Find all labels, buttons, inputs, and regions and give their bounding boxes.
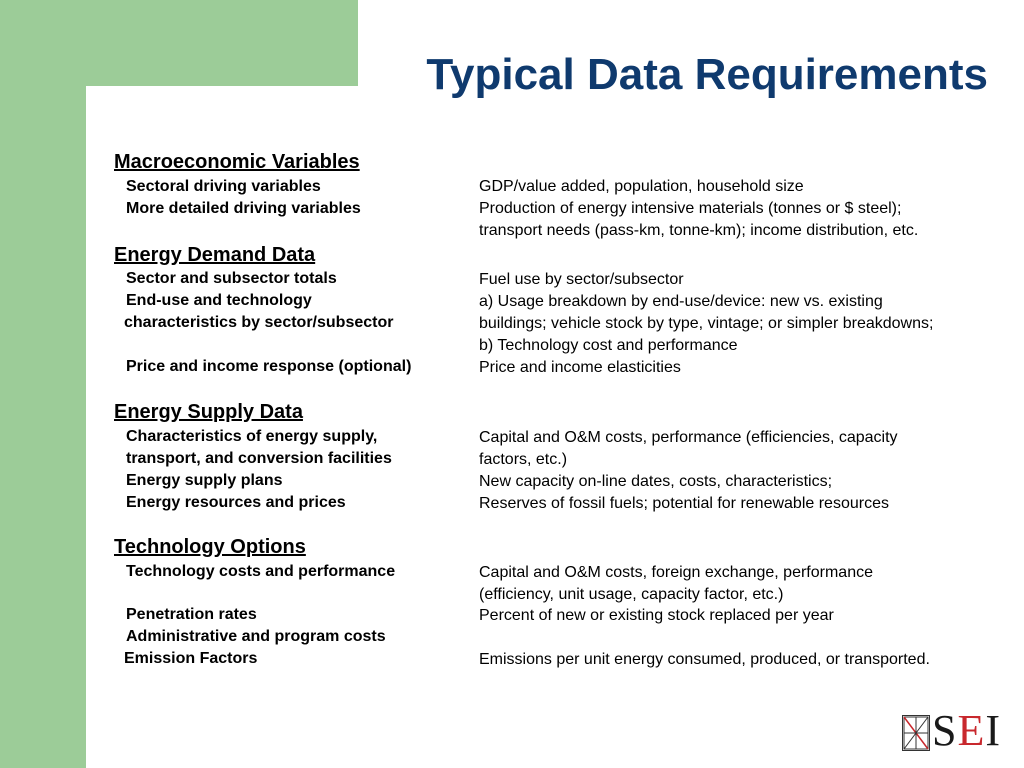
item-description: transport needs (pass-km, tonne-km); income distribution, etc. [479,222,919,239]
item-description: b) Technology cost and performance [479,337,738,354]
item-label: Sector and subsector totals [126,270,337,287]
section-heading: Energy Demand Data [114,244,316,266]
logo-wordmark: SEI [932,706,1002,755]
item-description: Percent of new or existing stock replaced per year [479,607,834,624]
item-description: Capital and O&M costs, performance (efficiencies, capacity [479,429,898,446]
item-label: Sectoral driving variables [126,178,321,195]
item-label: Emission Factors [124,650,258,667]
item-label: Technology costs and performance [126,563,396,580]
item-description: Emissions per unit energy consumed, produced, or transported. [479,651,930,668]
item-label: Penetration rates [126,606,257,623]
item-label: Characteristics of energy supply, [126,428,378,445]
item-description: Fuel use by sector/subsector [479,271,684,288]
item-label: More detailed driving variables [126,200,361,217]
item-description: New capacity on-line dates, costs, characteristics; [479,473,833,490]
page-title: Typical Data Requirements [426,50,988,99]
item-description: (efficiency, unit usage, capacity factor, etc.) [479,586,784,603]
item-description: Reserves of fossil fuels; potential for renewable resources [479,495,889,512]
item-description: a) Usage breakdown by end-use/device: new vs. existing [479,293,883,310]
green-sidebar-band [0,0,86,768]
section-heading: Energy Supply Data [114,401,303,423]
logo-emblem-icon [902,715,930,751]
item-description: GDP/value added, population, household size [479,178,804,195]
item-label: Administrative and program costs [126,628,386,645]
item-label: Energy resources and prices [126,494,346,511]
section-heading: Macroeconomic Variables [114,151,360,173]
item-label: Energy supply plans [126,472,283,489]
green-top-band [0,0,358,86]
item-description: factors, etc.) [479,451,568,468]
item-description: Production of energy intensive materials (tonnes or $ steel); [479,200,902,217]
item-label: transport, and conversion facilities [126,450,392,467]
item-label: End-use and technology [126,292,312,309]
item-description: Capital and O&M costs, foreign exchange, performance [479,564,873,581]
item-description: Price and income elasticities [479,359,681,376]
item-label: characteristics by sector/subsector [124,314,394,331]
section-heading: Technology Options [114,536,306,558]
sei-logo [902,706,1006,755]
item-label: Price and income response (optional) [126,358,412,375]
item-description: buildings; vehicle stock by type, vintage; or simpler breakdowns; [479,315,934,332]
